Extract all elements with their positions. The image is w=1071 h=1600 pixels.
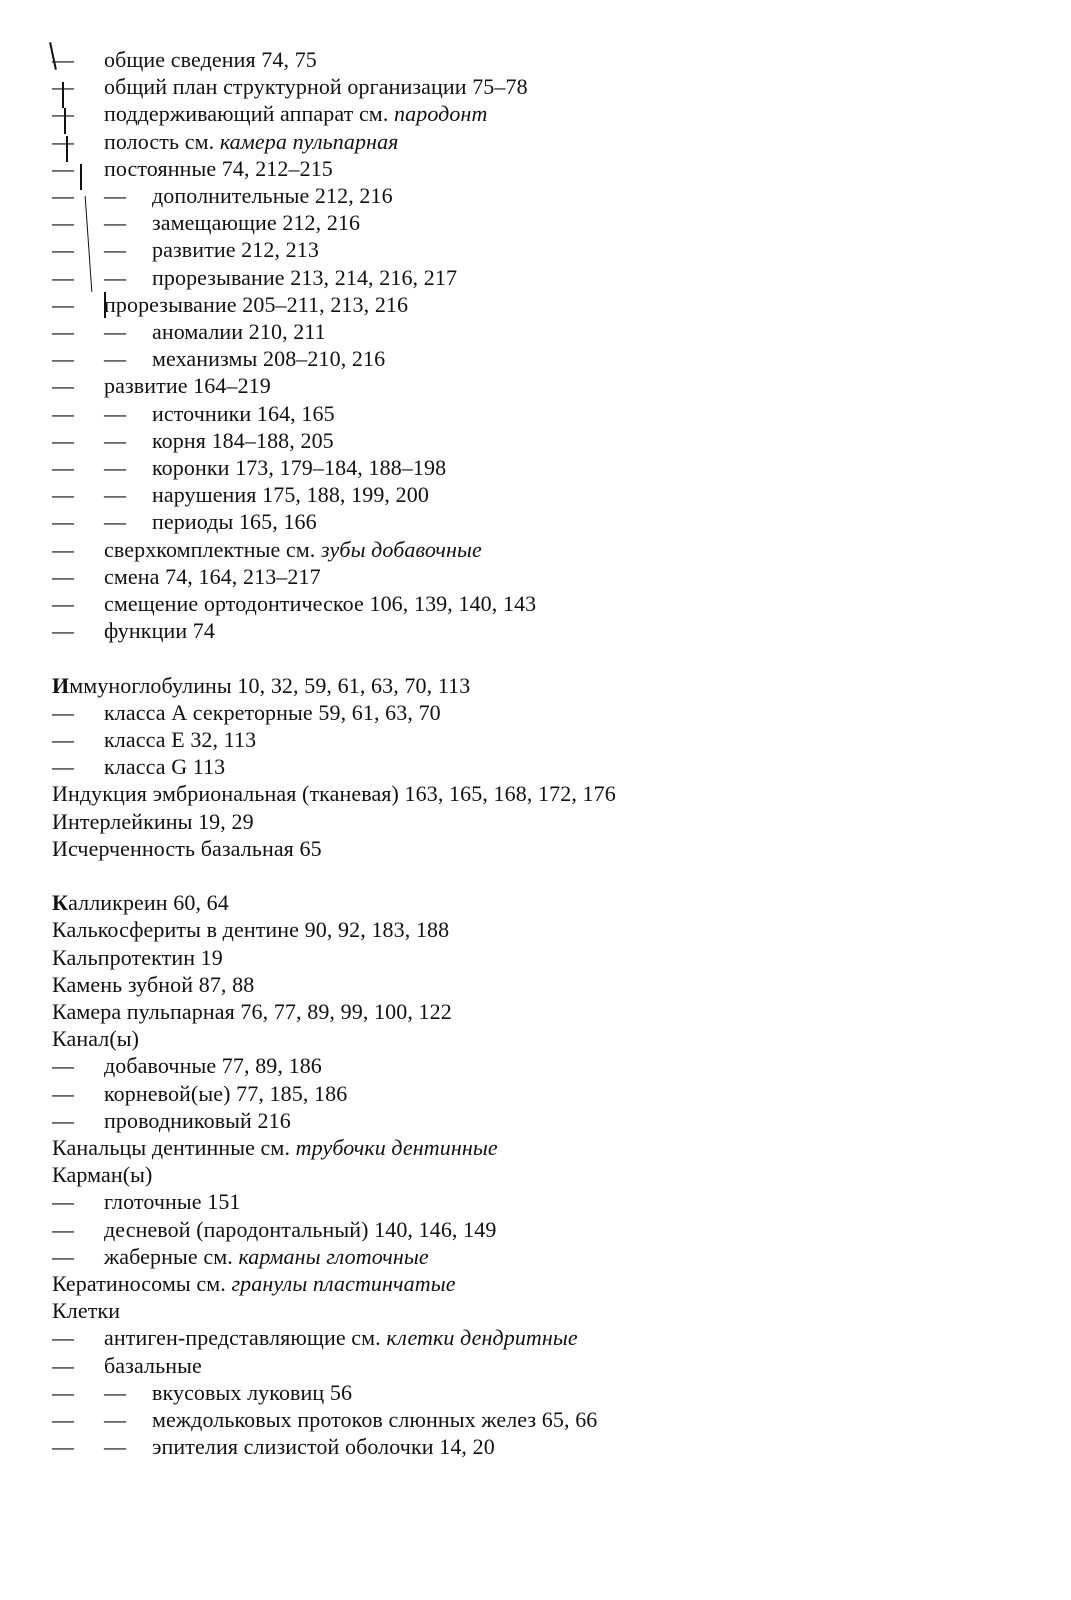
level-dash: — (52, 1080, 75, 1106)
level-dash: — (52, 346, 75, 372)
entry-text: общие сведения 74, 75 (104, 47, 317, 72)
level-dash: — (52, 1107, 75, 1133)
cross-reference: карманы глоточные (238, 1243, 429, 1269)
entry-text: эпителия слизистой оболочки 14, 20 (152, 1434, 495, 1460)
entry-text: функции 74 (104, 618, 215, 644)
entry-text: корня 184–188, 205 (152, 427, 334, 453)
cross-reference: пародонт (394, 101, 488, 127)
level-dash: — (52, 183, 75, 208)
level-dash: — (52, 1216, 75, 1242)
entry-text: нарушения 175, 188, 199, 200 (152, 482, 429, 508)
scan-rule-mark (85, 196, 93, 292)
entry-text: Кальпротектин 19 (52, 944, 223, 970)
cross-reference: клетки дендритные (386, 1325, 578, 1351)
level-dash: — (52, 47, 75, 72)
level-dash: — (52, 74, 75, 100)
level-dash: — (52, 727, 75, 752)
entry-text: смещение ортодонтическое 106, 139, 140, 143 (104, 591, 537, 616)
entry-text: коронки 173, 179–184, 188–198 (152, 455, 447, 480)
entry-text: базальные (104, 1352, 202, 1378)
level-dash: — (104, 346, 127, 372)
level-dash: — (104, 183, 127, 208)
level-dash: — (52, 373, 75, 399)
entry-text: десневой (пародонтальный) 140, 146, 149 (104, 1216, 497, 1242)
entry-text: прорезывание 213, 214, 216, 217 (152, 264, 458, 290)
level-dash: — (104, 264, 127, 290)
level-dash: — (52, 1352, 75, 1378)
entry-text: механизмы 208–210, 216 (152, 346, 386, 372)
entry-text: добавочные 77, 89, 186 (104, 1053, 322, 1079)
level-dash: — (104, 427, 127, 453)
level-dash: — (52, 754, 75, 780)
entry-text: Канальцы дентинные см. (52, 1135, 291, 1160)
level-dash: — (52, 128, 75, 154)
level-dash: — (104, 237, 127, 263)
level-dash: — (52, 155, 75, 181)
cross-reference: камера пульпарная (219, 128, 399, 154)
entry-text: развитие 212, 213 (152, 237, 319, 263)
entry-text: смена 74, 164, 213–217 (104, 563, 321, 589)
entry-text: дополнительные 212, 216 (152, 183, 393, 208)
entry-text: вкусовых луковиц 56 (152, 1379, 353, 1405)
level-dash: — (52, 210, 75, 236)
cross-reference: гранулы пластинчатые (231, 1271, 456, 1296)
entry-text: Индукция эмбриональная (тканевая) 163, 165, 168, 172, 176 (52, 781, 616, 807)
entry-text: Кератиносомы см. (52, 1271, 226, 1296)
level-dash: — (52, 264, 75, 290)
entry-text: антиген-представляющие см. (104, 1325, 381, 1351)
level-dash: — (52, 1325, 75, 1351)
entry-text: развитие 164–219 (104, 373, 271, 399)
level-dash: — (52, 1434, 75, 1460)
level-dash: — (52, 427, 75, 453)
entry-text: корневой(ые) 77, 185, 186 (104, 1080, 348, 1106)
entry-text: постоянные 74, 212–215 (104, 155, 333, 181)
entry-text: класса G 113 (104, 754, 226, 780)
level-dash: — (52, 1189, 75, 1215)
entry-text: прорезывание 205–211, 213, 216 (104, 291, 409, 317)
entry-text: источники 164, 165 (152, 400, 335, 426)
entry-text: алликреин 60, 64 (68, 890, 229, 916)
entry-text: междольковых протоков слюнных желез 65, 66 (152, 1407, 598, 1432)
level-dash: — (52, 509, 75, 535)
level-dash: — (52, 101, 75, 127)
cross-reference: зубы добавочные (321, 536, 482, 562)
entry-text: аномалии 210, 211 (152, 319, 326, 344)
entry-text: общий план структурной организации 75–78 (104, 74, 528, 100)
entry-text: класса А секреторные 59, 61, 63, 70 (104, 699, 441, 725)
entry-text: класса Е 32, 113 (104, 727, 257, 752)
entry-text: Канал(ы) (52, 1026, 140, 1052)
level-dash: — (52, 536, 75, 562)
entry-text: жаберные см. (104, 1243, 233, 1269)
entry-text: ммуноглобулины 10, 32, 59, 61, 63, 70, 113 (69, 672, 471, 698)
entry-text: периоды 165, 166 (152, 509, 317, 535)
level-dash: — (52, 400, 75, 426)
level-dash: — (52, 699, 75, 725)
level-dash: — (52, 482, 75, 508)
entry-text: поддерживающий аппарат см. (104, 101, 389, 127)
level-dash: — (104, 400, 127, 426)
headword-initial: И (52, 672, 70, 698)
entry-text: Карман(ы) (52, 1162, 153, 1188)
entry-text: глоточные 151 (104, 1189, 241, 1215)
level-dash: — (52, 455, 75, 480)
scan-rule-mark (80, 164, 82, 190)
entry-text: полость см. (104, 128, 215, 154)
entry-text: проводниковый 216 (104, 1107, 291, 1133)
level-dash: — (104, 1379, 127, 1405)
headword-initial: К (52, 890, 69, 916)
level-dash: — (104, 455, 127, 480)
level-dash: — (52, 618, 75, 644)
entry-text: Калькосфериты в дентине 90, 92, 183, 188 (52, 917, 450, 943)
level-dash: — (104, 509, 127, 535)
cross-reference: трубочки дентинные (295, 1135, 498, 1160)
level-dash: — (104, 1407, 127, 1432)
level-dash: — (52, 563, 75, 589)
entry-text: Клетки (52, 1298, 121, 1324)
level-dash: — (52, 291, 75, 317)
level-dash: — (52, 1379, 75, 1405)
entry-text: Исчерченность базальная 65 (52, 835, 322, 861)
level-dash: — (52, 591, 75, 616)
entry-text: замещающие 212, 216 (152, 210, 361, 236)
level-dash: — (52, 1243, 75, 1269)
entry-text: Камень зубной 87, 88 (52, 971, 255, 997)
entry-text: Камера пульпарная 76, 77, 89, 99, 100, 122 (52, 999, 452, 1024)
level-dash: — (52, 237, 75, 263)
level-dash: — (52, 319, 75, 344)
entry-text: сверхкомплектные см. (104, 536, 316, 562)
level-dash: — (52, 1407, 75, 1432)
level-dash: — (52, 1053, 75, 1079)
level-dash: — (104, 319, 127, 344)
level-dash: — (104, 482, 127, 508)
entry-text: Интерлейкины 19, 29 (52, 808, 254, 834)
level-dash: — (104, 210, 127, 236)
level-dash: — (104, 1434, 127, 1460)
